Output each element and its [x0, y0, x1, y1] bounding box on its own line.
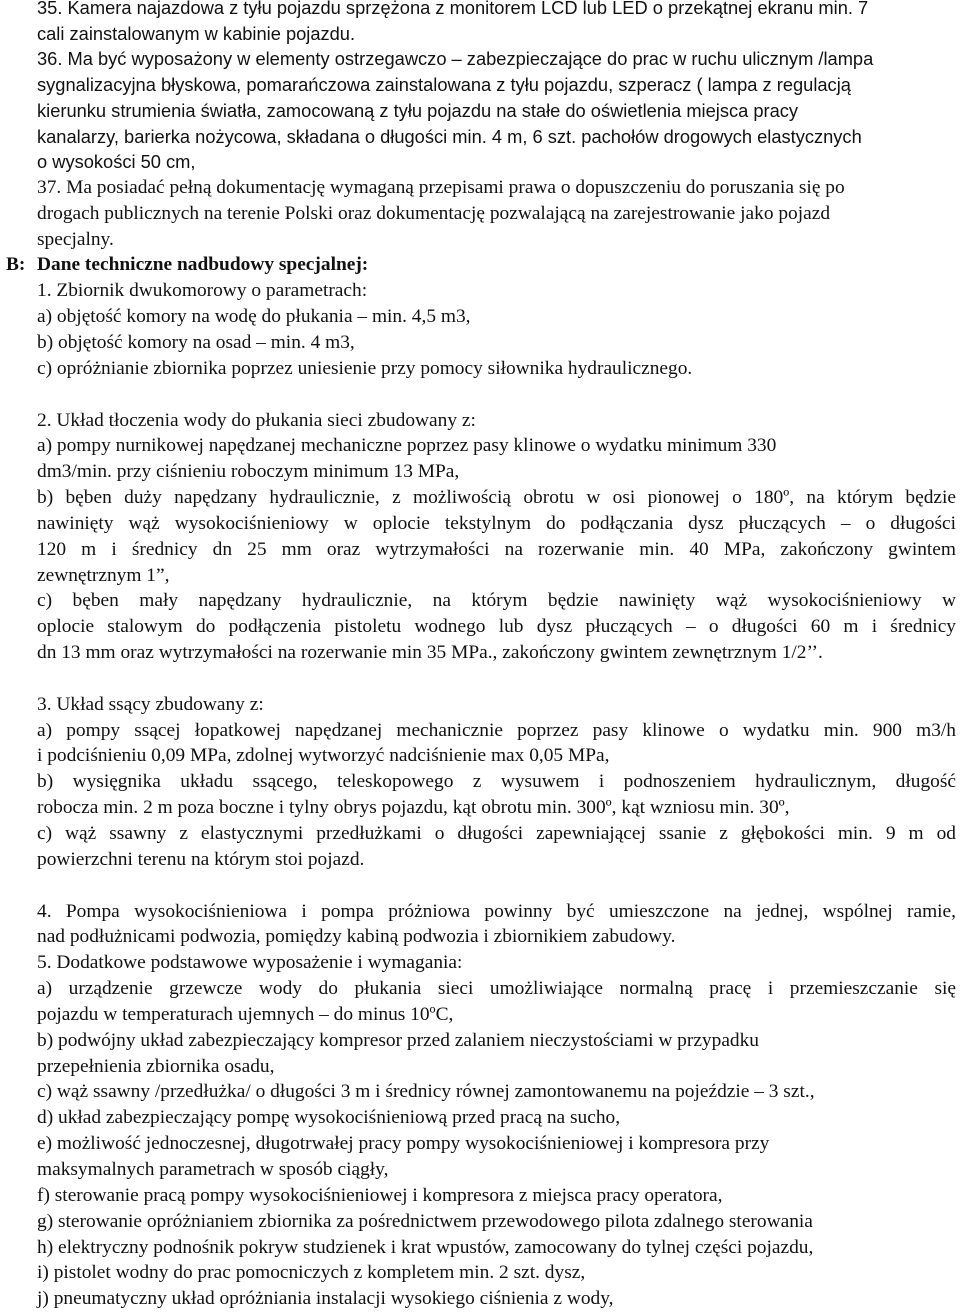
text-line: h) elektryczny podnośnik pokryw studzienek i krat wpustów, zamocowany do tylnej części pojazdu, — [37, 1236, 814, 1258]
text-line: b) objętość komory na osad – min. 4 m3, — [37, 331, 355, 353]
text-line: d) układ zabezpieczający pompę wysokociśnieniową przed pracą na sucho, — [37, 1107, 621, 1129]
text-line: kanalarzy, barierka nożycowa, składana o długości min. 4 m, 6 szt. pachołów drogowych elastycznych — [37, 125, 862, 147]
text-line: 1. Zbiornik dwukomorowy o parametrach: — [37, 280, 368, 302]
text-line: e) możliwość jednoczesnej, długotrwałej pracy pompy wysokociśnieniowej i kompresora przy — [37, 1133, 770, 1155]
text-line: 3. Układ ssący zbudowany z: — [37, 693, 264, 715]
text-line: nawinięty wąż wysokociśnieniowy w oplocie tekstylnym do podłączania dysz płuczących – o długości — [37, 512, 956, 534]
text-line: sygnalizacyjna błyskowa, pomarańczowa zainstalowana z tyłu pojazdu, szperacz ( lampa z regulacją — [37, 74, 851, 96]
text-line: nad podłużnicami podwozia, pomiędzy kabiną podwozia i zbiornikiem zabudowy. — [37, 926, 676, 948]
item-36 — [37, 46, 956, 175]
text-line: dm3/min. przy ciśnieniu roboczym minimum 13 MPa, — [37, 461, 460, 483]
item-37 — [37, 175, 956, 253]
text-line: drogach publicznych na terenie Polski oraz dokumentację pozwalającą na zarejestrowanie jako pojazd — [37, 202, 831, 224]
text-line: 2. Układ tłoczenia wody do płukania sieci zbudowany z: — [37, 409, 476, 431]
text-line: cali zainstalowanym w kabinie pojazdu. — [37, 22, 356, 44]
spacer — [37, 873, 956, 899]
section-label: B: — [6, 254, 26, 276]
text-line: pojazdu w temperaturach ujemnych – do minus 10ºC, — [37, 1003, 454, 1025]
paragraph-2-flush-system — [37, 408, 956, 666]
text-line: j) pneumatyczny układ opróżniania instalacji wysokiego ciśnienia z wody, — [37, 1288, 614, 1310]
text-line: kierunku strumienia światła, zamocowaną z tyłu pojazdu na stałe do oświetlenia miejsca pracy — [37, 99, 799, 121]
text-line: 35. Kamera najazdowa z tyłu pojazdu sprzężona z monitorem LCD lub LED o przekątnej ekranu min. 7 — [37, 0, 869, 18]
document-page — [6, 0, 956, 1312]
text-line: a) objętość komory na wodę do płukania – min. 4,5 m3, — [37, 306, 471, 328]
text-line: oplocie stalowym do podłączenia pistoletu wodnego lub dysz płuczących – o długości 60 m i średnicy — [37, 616, 956, 638]
section-title: Dane techniczne nadbudowy specjalnej: — [37, 254, 369, 276]
item-35 — [37, 0, 956, 46]
text-line: g) sterowanie opróżnianiem zbiornika za pośrednictwem przewodowego pilota zdalnego sterowania — [37, 1210, 813, 1232]
text-line: a) pompy ssącej łopatkowej napędzanej mechanicznie poprzez pasy klinowe o wydatku min. 900 m3/h — [37, 719, 956, 741]
text-line: o wysokości 50 cm, — [37, 151, 196, 173]
text-line: c) wąż ssawny z elastycznymi przedłużkami o długości zapewniającej ssanie z głębokości min. 9 m od — [37, 823, 956, 845]
spacer — [37, 666, 956, 692]
paragraph-4-pumps — [37, 899, 956, 951]
text-line: i podciśnieniu 0,09 MPa, zdolnej wytworzyć nadciśnienie max 0,05 MPa, — [37, 745, 610, 767]
text-line: f) sterowanie pracą pompy wysokociśnieniowej i kompresora z miejsca pracy operatora, — [37, 1184, 723, 1206]
text-line: maksymalnych parametrach w sposób ciągły, — [37, 1158, 389, 1180]
text-line: 120 m i średnicy dn 25 mm oraz wytrzymałości na rozerwanie min. 40 MPa, zakończony gwintem — [37, 538, 956, 560]
text-line: 5. Dodatkowe podstawowe wyposażenie i wymagania: — [37, 952, 463, 974]
text-line: robocza min. 2 m poza boczne i tylny obrys pojazdu, kąt obrotu min. 300º, kąt wzniosu min. 30º, — [37, 797, 790, 819]
text-line: 37. Ma posiadać pełną dokumentację wymaganą przepisami prawa o dopuszczeniu do poruszania się po — [37, 176, 845, 198]
text-line: a) pompy nurnikowej napędzanej mechaniczne poprzez pasy klinowe o wydatku minimum 330 — [37, 435, 777, 457]
paragraph-3-suction-system — [37, 692, 956, 873]
text-line: c) wąż ssawny /przedłużka/ o długości 3 m i średnicy równej zamontowanemu na pojeździe – 3 szt., — [37, 1081, 815, 1103]
text-line: przepełnienia zbiornika osadu, — [37, 1055, 275, 1077]
text-line: zewnętrznym 1”, — [37, 564, 170, 586]
text-line: 36. Ma być wyposażony w elementy ostrzegawczo – zabezpieczające do prac w ruchu ulicznym /lampa — [37, 48, 874, 70]
text-line: specjalny. — [37, 228, 114, 250]
text-line: i) pistolet wodny do prac pomocniczych z kompletem min. 2 szt. dysz, — [37, 1262, 586, 1284]
paragraph-1-tank — [37, 278, 956, 381]
spacer — [37, 382, 956, 408]
text-line: b) bęben duży napędzany hydraulicznie, z możliwością obrotu w osi pionowej o 180º, na którym będzie — [37, 487, 956, 509]
paragraph-5-equipment — [37, 950, 956, 1312]
text-line: c) opróżnianie zbiornika poprzez uniesienie przy pomocy siłownika hydraulicznego. — [37, 357, 693, 379]
text-line: b) podwójny układ zabezpieczający kompresor przed zalaniem nieczystościami w przypadku — [37, 1029, 760, 1051]
text-line: powierzchni terenu na którym stoi pojazd. — [37, 848, 365, 870]
section-b-heading — [6, 252, 956, 278]
text-line: dn 13 mm oraz wytrzymałości na rozerwanie min 35 MPa., zakończony gwintem zewnętrznym 1/2’’. — [37, 642, 823, 664]
text-line: a) urządzenie grzewcze wody do płukania sieci umożliwiające normalną pracę i przemieszczanie się — [37, 978, 956, 1000]
text-line: 4. Pompa wysokociśnieniowa i pompa próżniowa powinny być umieszczone na jednej, wspólnej ramie, — [37, 900, 956, 922]
text-line: b) wysięgnika układu ssącego, teleskopowego z wysuwem i podnoszeniem hydraulicznym, długość — [37, 771, 956, 793]
text-line: c) bęben mały napędzany hydraulicznie, na którym będzie nawinięty wąż wysokociśnieniowy w — [37, 590, 956, 612]
